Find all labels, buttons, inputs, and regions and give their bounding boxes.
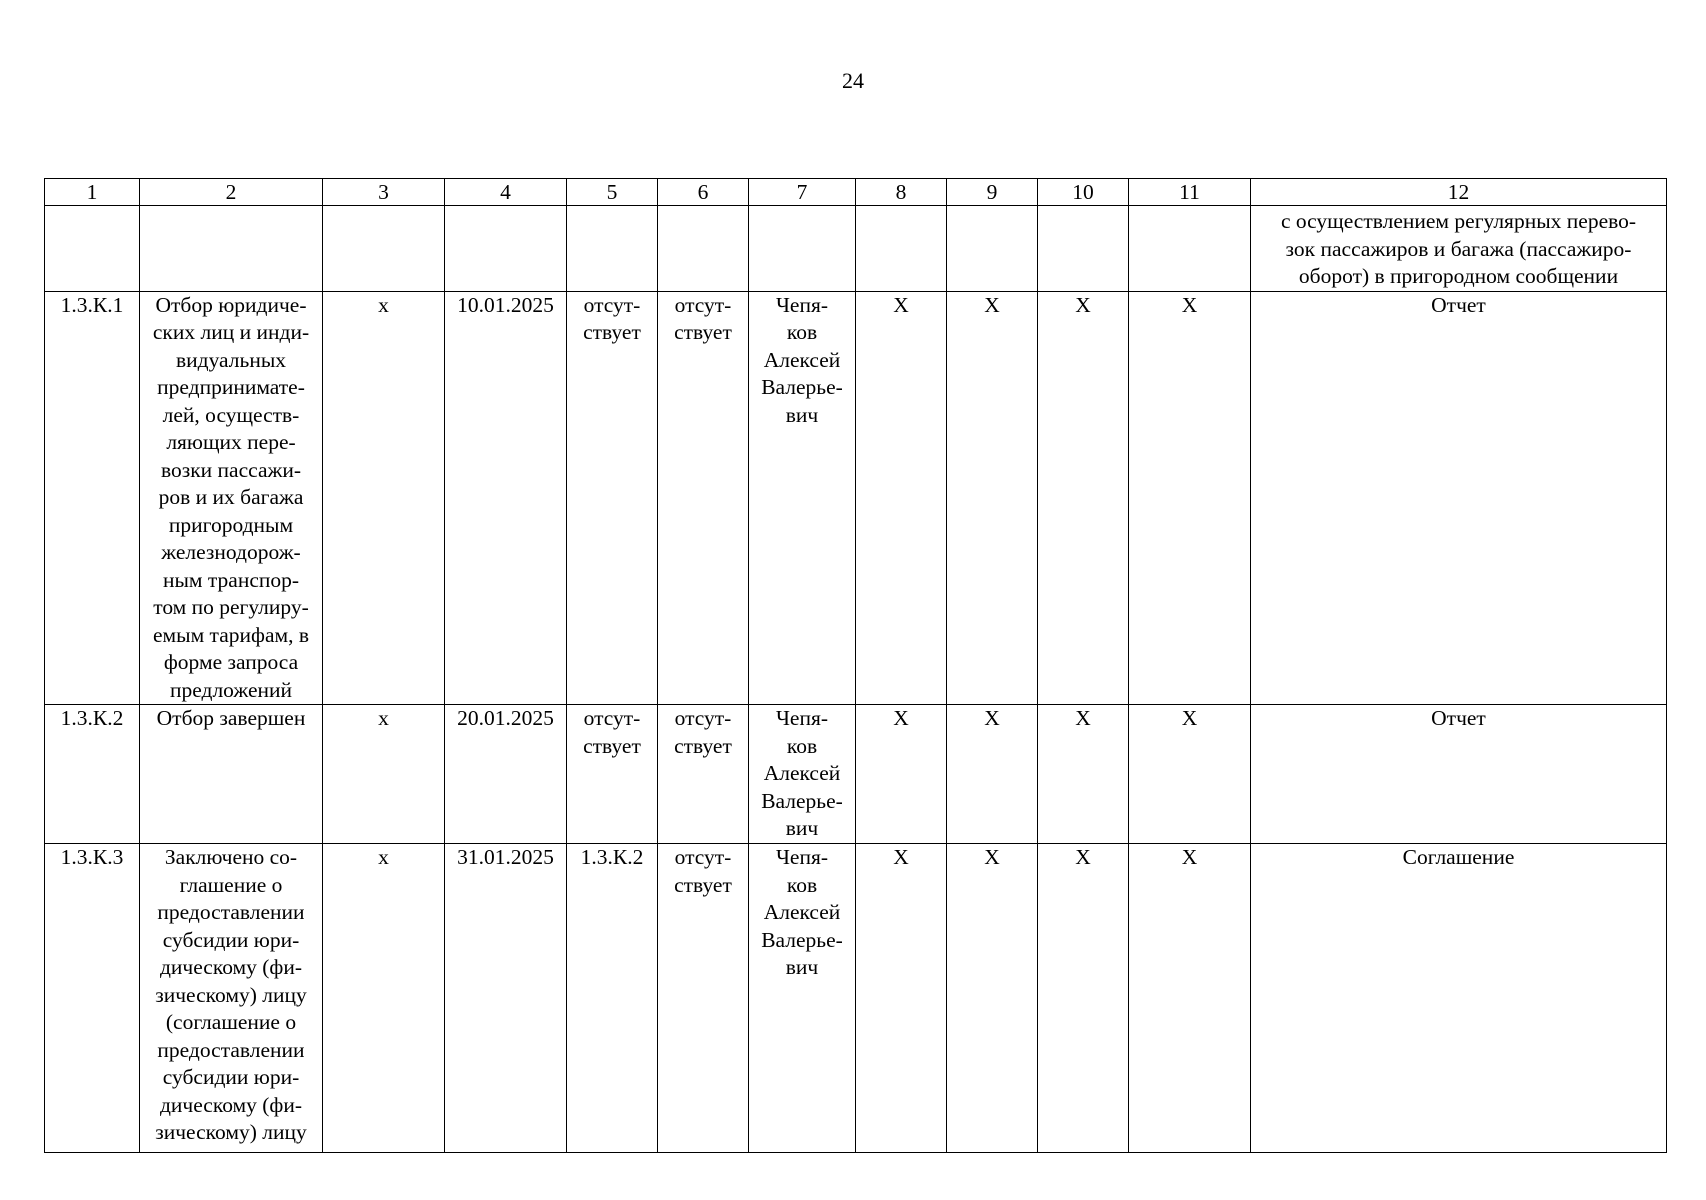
row-col3: х xyxy=(323,705,445,844)
row-document: Отчет xyxy=(1251,291,1667,705)
row-document: Отчет xyxy=(1251,705,1667,844)
table-row xyxy=(45,705,1667,844)
table-row xyxy=(45,844,1667,1153)
row-code: 1.3.К.1 xyxy=(45,291,140,705)
empty-cell xyxy=(445,206,567,292)
column-header: 3 xyxy=(323,179,445,206)
row-col3: х xyxy=(323,844,445,1153)
row-col8: Х xyxy=(856,844,947,1153)
column-header: 8 xyxy=(856,179,947,206)
row-document: Соглашение xyxy=(1251,844,1667,1153)
row-code: 1.3.К.3 xyxy=(45,844,140,1153)
row-date: 10.01.2025 xyxy=(445,291,567,705)
column-header: 9 xyxy=(947,179,1038,206)
column-header: 12 xyxy=(1251,179,1667,206)
row-col9: Х xyxy=(947,291,1038,705)
empty-cell xyxy=(45,206,140,292)
row-predecessor: 1.3.К.2 xyxy=(567,844,658,1153)
row-responsible: Чепя- ков Алексей Валерье- вич xyxy=(749,844,856,1153)
column-header: 7 xyxy=(749,179,856,206)
row-col10: Х xyxy=(1038,705,1129,844)
row-col8: Х xyxy=(856,291,947,705)
row-col11: Х xyxy=(1129,705,1251,844)
column-header: 4 xyxy=(445,179,567,206)
empty-cell xyxy=(323,206,445,292)
empty-cell xyxy=(1038,206,1129,292)
row-col10: Х xyxy=(1038,291,1129,705)
row-successor: отсут- ствует xyxy=(658,844,749,1153)
row-name: Заключено со- глашение о предоставлении субсидии юри- дическому (фи- зическому) лицу (соглашение о предоставлении субсидии юри- дическому (фи- зическому) лицу xyxy=(140,844,323,1153)
row-col9: Х xyxy=(947,844,1038,1153)
row-successor: отсут- ствует xyxy=(658,291,749,705)
continuation-row xyxy=(45,206,1667,292)
empty-cell xyxy=(749,206,856,292)
column-header: 10 xyxy=(1038,179,1129,206)
column-number-row xyxy=(45,179,1667,206)
continuation-text: с осуществлением регулярных перево- зок пассажиров и багажа (пассажиро- оборот) в пригородном сообщении xyxy=(1251,206,1667,292)
column-header: 5 xyxy=(567,179,658,206)
row-date: 20.01.2025 xyxy=(445,705,567,844)
column-header: 11 xyxy=(1129,179,1251,206)
table-row xyxy=(45,291,1667,705)
row-predecessor: отсут- ствует xyxy=(567,705,658,844)
row-col8: Х xyxy=(856,705,947,844)
column-header: 1 xyxy=(45,179,140,206)
row-col3: х xyxy=(323,291,445,705)
empty-cell xyxy=(658,206,749,292)
empty-cell xyxy=(140,206,323,292)
empty-cell xyxy=(567,206,658,292)
row-col9: Х xyxy=(947,705,1038,844)
empty-cell xyxy=(856,206,947,292)
column-header: 2 xyxy=(140,179,323,206)
row-col11: Х xyxy=(1129,291,1251,705)
row-name: Отбор завершен xyxy=(140,705,323,844)
empty-cell xyxy=(1129,206,1251,292)
row-date: 31.01.2025 xyxy=(445,844,567,1153)
control-points-table xyxy=(44,178,1667,1153)
row-successor: отсут- ствует xyxy=(658,705,749,844)
empty-cell xyxy=(947,206,1038,292)
row-col11: Х xyxy=(1129,844,1251,1153)
page-number: 24 xyxy=(842,68,864,93)
row-name: Отбор юридиче- ских лиц и инди- видуальных предпринимате- лей, осуществ- ляющих пере- возки пассажи- ров и их багажа пригородным железнодорож- ным транспор- том по регулиру- емым тарифам, в форме запроса предложений xyxy=(140,291,323,705)
row-responsible: Чепя- ков Алексей Валерье- вич xyxy=(749,705,856,844)
row-code: 1.3.К.2 xyxy=(45,705,140,844)
row-predecessor: отсут- ствует xyxy=(567,291,658,705)
column-header: 6 xyxy=(658,179,749,206)
row-responsible: Чепя- ков Алексей Валерье- вич xyxy=(749,291,856,705)
row-col10: Х xyxy=(1038,844,1129,1153)
